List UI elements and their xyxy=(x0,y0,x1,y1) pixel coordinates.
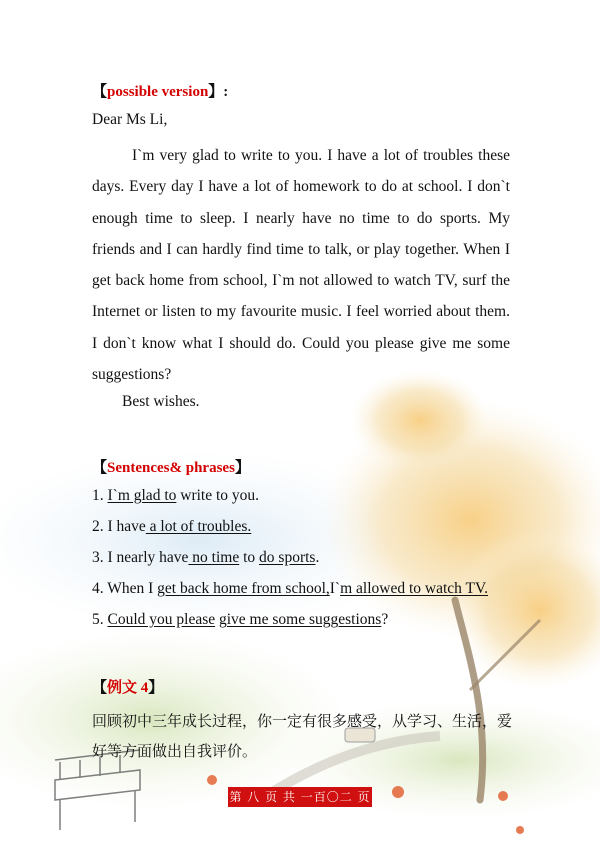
sentence-item: 4. When I get back home from school,I`m allowed to watch TV. xyxy=(92,580,489,597)
page-number-footer: 第 八 页 共 一百〇二 页 xyxy=(228,787,372,807)
bracket-close: 】 xyxy=(148,680,164,696)
possible-version-label: possible version xyxy=(107,84,209,100)
letter-body-text: I`m very glad to write to you. I have a lot of troubles these days. Every day I have a lot of homework to do at school. I don`t enough time to sleep. I nearly have no time to do sports. My friends and I can hardly find time to talk, or play together. When I get back home from school, I`m not allowed to watch TV, surf the Internet or listen to my favourite music. I feel worried about them. I don`t know what I should do. Could you please give me some suggestions? xyxy=(92,147,510,384)
bracket-open: 【 xyxy=(92,84,108,100)
underlined-phrase: give me some suggestions xyxy=(219,611,382,628)
underlined-phrase: no time xyxy=(188,549,240,566)
underlined-phrase: m allowed to watch TV. xyxy=(340,580,489,597)
letter-closing: Best wishes. xyxy=(122,393,200,410)
underlined-phrase: I`m glad to xyxy=(107,487,177,504)
underlined-phrase: do sports xyxy=(259,549,316,566)
example-prompt-text: 回顾初中三年成长过程，你一定有很多感受，从学习、生活，爱好等方面做出自我评价。 xyxy=(92,712,513,760)
bracket-open: 【 xyxy=(92,460,108,476)
letter-body xyxy=(92,140,510,390)
bracket-close: 】 xyxy=(234,460,250,476)
example-label: 例文 4 xyxy=(107,680,149,696)
sentences-phrases-label: Sentences& phrases xyxy=(107,460,235,476)
sentence-item: 2. I have a lot of troubles. xyxy=(92,518,252,535)
bracket-open: 【 xyxy=(92,680,108,696)
letter-greeting: Dear Ms Li, xyxy=(92,111,168,128)
sentences-phrases-heading xyxy=(92,456,250,477)
sentence-item: 5. Could you please give me some suggestions? xyxy=(92,611,389,628)
underlined-phrase: a lot of troubles. xyxy=(145,518,252,535)
underlined-phrase: Could you please xyxy=(107,611,216,628)
example-heading xyxy=(92,676,163,697)
underlined-phrase: get back home from school, xyxy=(157,580,330,597)
sentence-item: 3. I nearly have no time to do sports. xyxy=(92,549,320,566)
bracket-close: 】: xyxy=(208,84,229,100)
possible-version-heading xyxy=(92,80,228,101)
sentence-item: 1. I`m glad to write to you. xyxy=(92,487,260,504)
